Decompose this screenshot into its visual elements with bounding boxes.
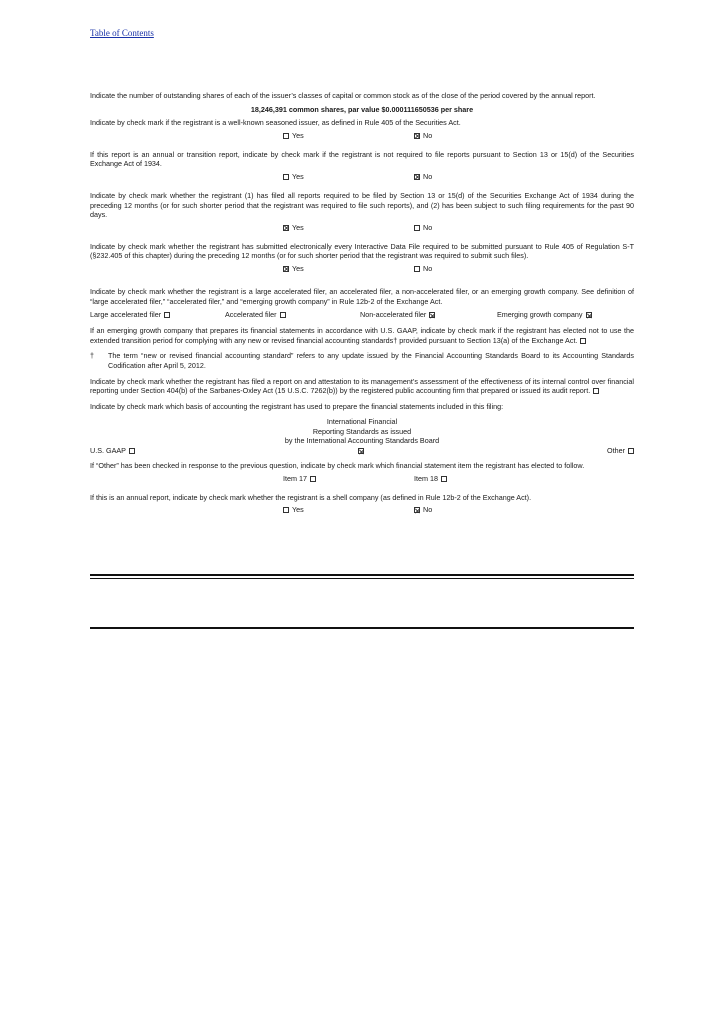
section-divider-bottom	[90, 627, 634, 629]
accelerated-option[interactable]	[225, 310, 286, 320]
not-required-no-checkbox[interactable]	[414, 174, 420, 180]
not-required-choice	[90, 172, 634, 183]
not-required-no-label: No	[423, 171, 433, 181]
other-label: Other	[607, 446, 625, 456]
ifrs-checkbox[interactable]	[358, 448, 364, 454]
interactive-no-checkbox[interactable]	[414, 266, 420, 272]
interactive-yes-option[interactable]	[283, 264, 304, 274]
shell-yes-label: Yes	[292, 505, 304, 515]
shell-yes-option[interactable]	[283, 505, 304, 515]
emerging-growth-checkbox[interactable]	[586, 312, 592, 318]
filed-yes-option[interactable]	[283, 223, 304, 233]
emerging-growth-option[interactable]	[497, 310, 592, 320]
other-checkbox[interactable]	[628, 448, 634, 454]
not-required-yes-checkbox[interactable]	[283, 174, 289, 180]
accelerated-checkbox[interactable]	[280, 312, 286, 318]
large-accelerated-option[interactable]	[90, 310, 170, 320]
ifrs-line-1: International Financial	[326, 417, 398, 427]
seasoned-no-option[interactable]	[414, 131, 432, 141]
shell-no-option[interactable]	[414, 505, 432, 515]
accounting-basis-options	[90, 446, 634, 456]
shell-company-choice	[90, 505, 634, 516]
item-election-question: If “Other” has been checked in response to the previous question, indicate by check mark which financial statement item the registrant has elected to follow.	[90, 461, 585, 471]
transition-period-checkbox[interactable]	[580, 338, 586, 344]
shares-value: 18,246,391 common shares, par value $0.000111650536 per share	[250, 104, 474, 114]
filed-no-label: No	[423, 222, 433, 232]
us-gaap-option[interactable]	[90, 446, 135, 456]
interactive-yes-checkbox[interactable]	[283, 266, 289, 272]
item18-checkbox[interactable]	[441, 476, 447, 482]
large-accelerated-label: Large accelerated filer	[90, 310, 162, 320]
transition-period-question	[90, 326, 634, 345]
emerging-growth-label: Emerging growth company	[497, 310, 583, 320]
item18-label: Item 18	[414, 473, 438, 483]
item-election-choice	[90, 474, 634, 485]
seasoned-yes-checkbox[interactable]	[283, 133, 289, 139]
filed-reports-choice	[90, 223, 634, 234]
interactive-data-question: Indicate by check mark whether the registrant has submitted electronically every Interactive Data File required to be submitted pursuant to Rule 405 of Regulation S-T (§232.405 of this chapter) during the preceding 12 months (or for such shorter period that the registrant was required to submit such files).	[90, 241, 634, 261]
attestation-question	[90, 377, 634, 396]
interactive-yes-label: Yes	[292, 263, 304, 273]
divider-thick-line	[90, 574, 634, 576]
not-required-question: If this report is an annual or transition report, indicate by check mark if the registrant is not required to file reports pursuant to Section 13 or 15(d) of the Securities Exchange Act of 1934.	[90, 149, 634, 169]
footnote	[90, 351, 634, 370]
large-accelerated-checkbox[interactable]	[164, 312, 170, 318]
shell-yes-checkbox[interactable]	[283, 507, 289, 513]
not-required-yes-option[interactable]	[283, 172, 304, 182]
footnote-text: The term “new or revised financial accounting standard” refers to any update issued by the Financial Accounting Standards Board to its Accounting Standards Codification after April 5, 2012.	[108, 351, 634, 370]
seasoned-yes-label: Yes	[292, 130, 304, 140]
cover-page-content	[90, 91, 634, 524]
non-accelerated-checkbox[interactable]	[429, 312, 435, 318]
not-required-no-option[interactable]	[414, 172, 432, 182]
interactive-data-choice	[90, 264, 634, 275]
attestation-checkbox[interactable]	[593, 388, 599, 394]
ifrs-label	[90, 417, 634, 446]
shell-company-question: If this is an annual report, indicate by check mark whether the registrant is a shell company (as defined in Rule 12b-2 of the Exchange Act).	[90, 492, 532, 502]
filed-reports-question: Indicate by check mark whether the registrant (1) has filed all reports required to be filed by Section 13 or 15(d) of the Securities Exchange Act of 1934 during the preceding 12 months (or for such shorter period that the registrant was required to file such reports), and (2) has been subject to such filing requirements for the past 90 days.	[90, 190, 634, 220]
filed-no-checkbox[interactable]	[414, 225, 420, 231]
us-gaap-label: U.S. GAAP	[90, 446, 126, 456]
shell-no-checkbox[interactable]	[414, 507, 420, 513]
us-gaap-checkbox[interactable]	[129, 448, 135, 454]
seasoned-issuer-choice	[90, 131, 634, 142]
seasoned-yes-option[interactable]	[283, 131, 304, 141]
divider-thin-line	[90, 578, 634, 579]
shares-question: Indicate the number of outstanding shares of each of the issuer’s classes of capital or common stock as of the close of the period covered by the annual report.	[90, 91, 596, 100]
filed-yes-checkbox[interactable]	[283, 225, 289, 231]
seasoned-issuer-question: Indicate by check mark if the registrant is a well-known seasoned issuer, as defined in Rule 405 of the Securities Act.	[90, 118, 461, 128]
seasoned-no-checkbox[interactable]	[414, 133, 420, 139]
filed-yes-label: Yes	[292, 222, 304, 232]
seasoned-no-label: No	[423, 130, 433, 140]
filed-no-option[interactable]	[414, 223, 432, 233]
ifrs-line-2: Reporting Standards as issued	[312, 426, 412, 436]
ifrs-option[interactable]	[358, 446, 364, 456]
table-of-contents-link[interactable]: Table of Contents	[90, 28, 154, 38]
shell-no-label: No	[423, 505, 433, 515]
dagger-mark: †	[90, 351, 94, 361]
filer-type-options	[90, 310, 634, 320]
interactive-no-option[interactable]	[414, 264, 432, 274]
filer-type-question: Indicate by check mark whether the registrant is a large accelerated filer, an accelerated filer, a non-accelerated filer, or an emerging growth company. See definition of “large accelerated filer,” “accelerated filer,” and “emerging growth company” in Rule 12b-2 of the Exchange Act.	[90, 286, 634, 306]
transition-period-text: If an emerging growth company that prepares its financial statements in accordance with U.S. GAAP, indicate by check mark if the registrant has elected not to use the extended transition period for complying with any new or revised financial accounting standards† provided pursuant to Section 13(a) of the Exchange Act.	[90, 326, 634, 345]
attestation-text: Indicate by check mark whether the registrant has filed a report on and attestation to its management’s assessment of the effectiveness of its internal control over financial reporting under Section 404(b) of the Sarbanes-Oxley Act (15 U.S.C. 7262(b)) by the registered public accounting firm that prepared or issued its audit report.	[90, 376, 634, 396]
accounting-basis-question: Indicate by check mark which basis of accounting the registrant has used to prepare the financial statements included in this filing:	[90, 401, 504, 411]
section-divider-double	[90, 574, 634, 579]
non-accelerated-option[interactable]	[360, 310, 435, 320]
accelerated-label: Accelerated filer	[225, 310, 277, 320]
ifrs-line-3: by the International Accounting Standards Board	[284, 436, 440, 446]
item17-label: Item 17	[283, 473, 307, 483]
not-required-yes-label: Yes	[292, 171, 304, 181]
interactive-no-label: No	[423, 263, 433, 273]
item18-option[interactable]	[414, 474, 447, 484]
item17-checkbox[interactable]	[310, 476, 316, 482]
non-accelerated-label: Non-accelerated filer	[360, 310, 427, 320]
other-option[interactable]	[607, 446, 634, 456]
item17-option[interactable]	[283, 474, 316, 484]
